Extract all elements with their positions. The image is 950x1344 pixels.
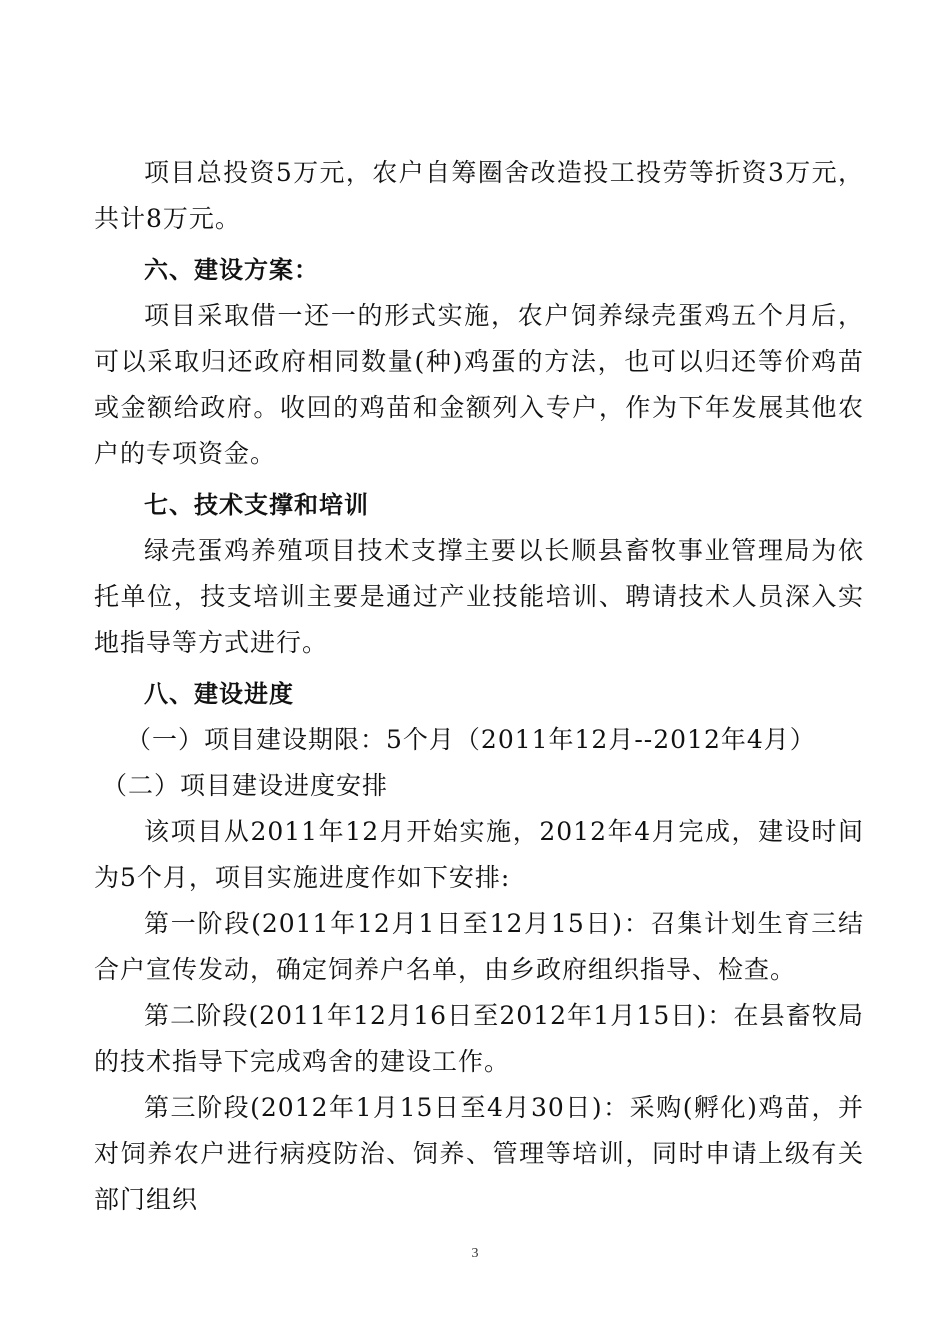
subheading-progress-arrangement: （二）项目建设进度安排 (102, 771, 389, 800)
section-heading-technical-support: 七、技术支撑和培训 (144, 491, 369, 519)
paragraph-stage-two: 第二阶段(2011年12月16日至2012年1月15日)：在县畜牧局的技术指导下完成鸡舍的建设工作。 (94, 1001, 864, 1076)
paragraph-stage-three: 第三阶段(2012年1月15日至4月30日)：采购(孵化)鸡苗，并对饲养农户进行病疫防治、饲养、管理等培训，同时申请上级有关部门组织 (94, 1093, 864, 1214)
section-heading-construction-plan: 六、建设方案： (144, 256, 319, 284)
paragraph-stage-one: 第一阶段(2011年12月1日至12月15日)：召集计划生育三结合户宣传发动，确定饲养户名单，由乡政府组织指导、检查。 (94, 909, 864, 984)
page-number: 3 (471, 1246, 479, 1261)
section-heading-construction-progress: 八、建设进度 (144, 680, 294, 708)
paragraph-schedule-intro: 该项目从2011年12月开始实施，2012年4月完成，建设时间为5个月，项目实施进度作如下安排: (94, 817, 864, 892)
paragraph-technical-support: 绿壳蛋鸡养殖项目技术支撑主要以长顺县畜牧事业管理局为依托单位，技支培训主要是通过产业技能培训、聘请技术人员深入实地指导等方式进行。 (94, 536, 864, 657)
subheading-construction-period: （一）项目建设期限：5个月（2011年12月--2012年4月） (126, 725, 816, 754)
paragraph-investment: 项目总投资5万元，农户自筹圈舍改造投工投劳等折资3万元，共计8万元。 (94, 158, 864, 233)
document-body (94, 150, 864, 1223)
paragraph-construction-plan: 项目采取借一还一的形式实施，农户饲养绿壳蛋鸡五个月后，可以采取归还政府相同数量(种)鸡蛋的方法，也可以归还等价鸡苗或金额给政府。收回的鸡苗和金额列入专户，作为下年发展其他农户的专项资金。 (94, 301, 864, 468)
